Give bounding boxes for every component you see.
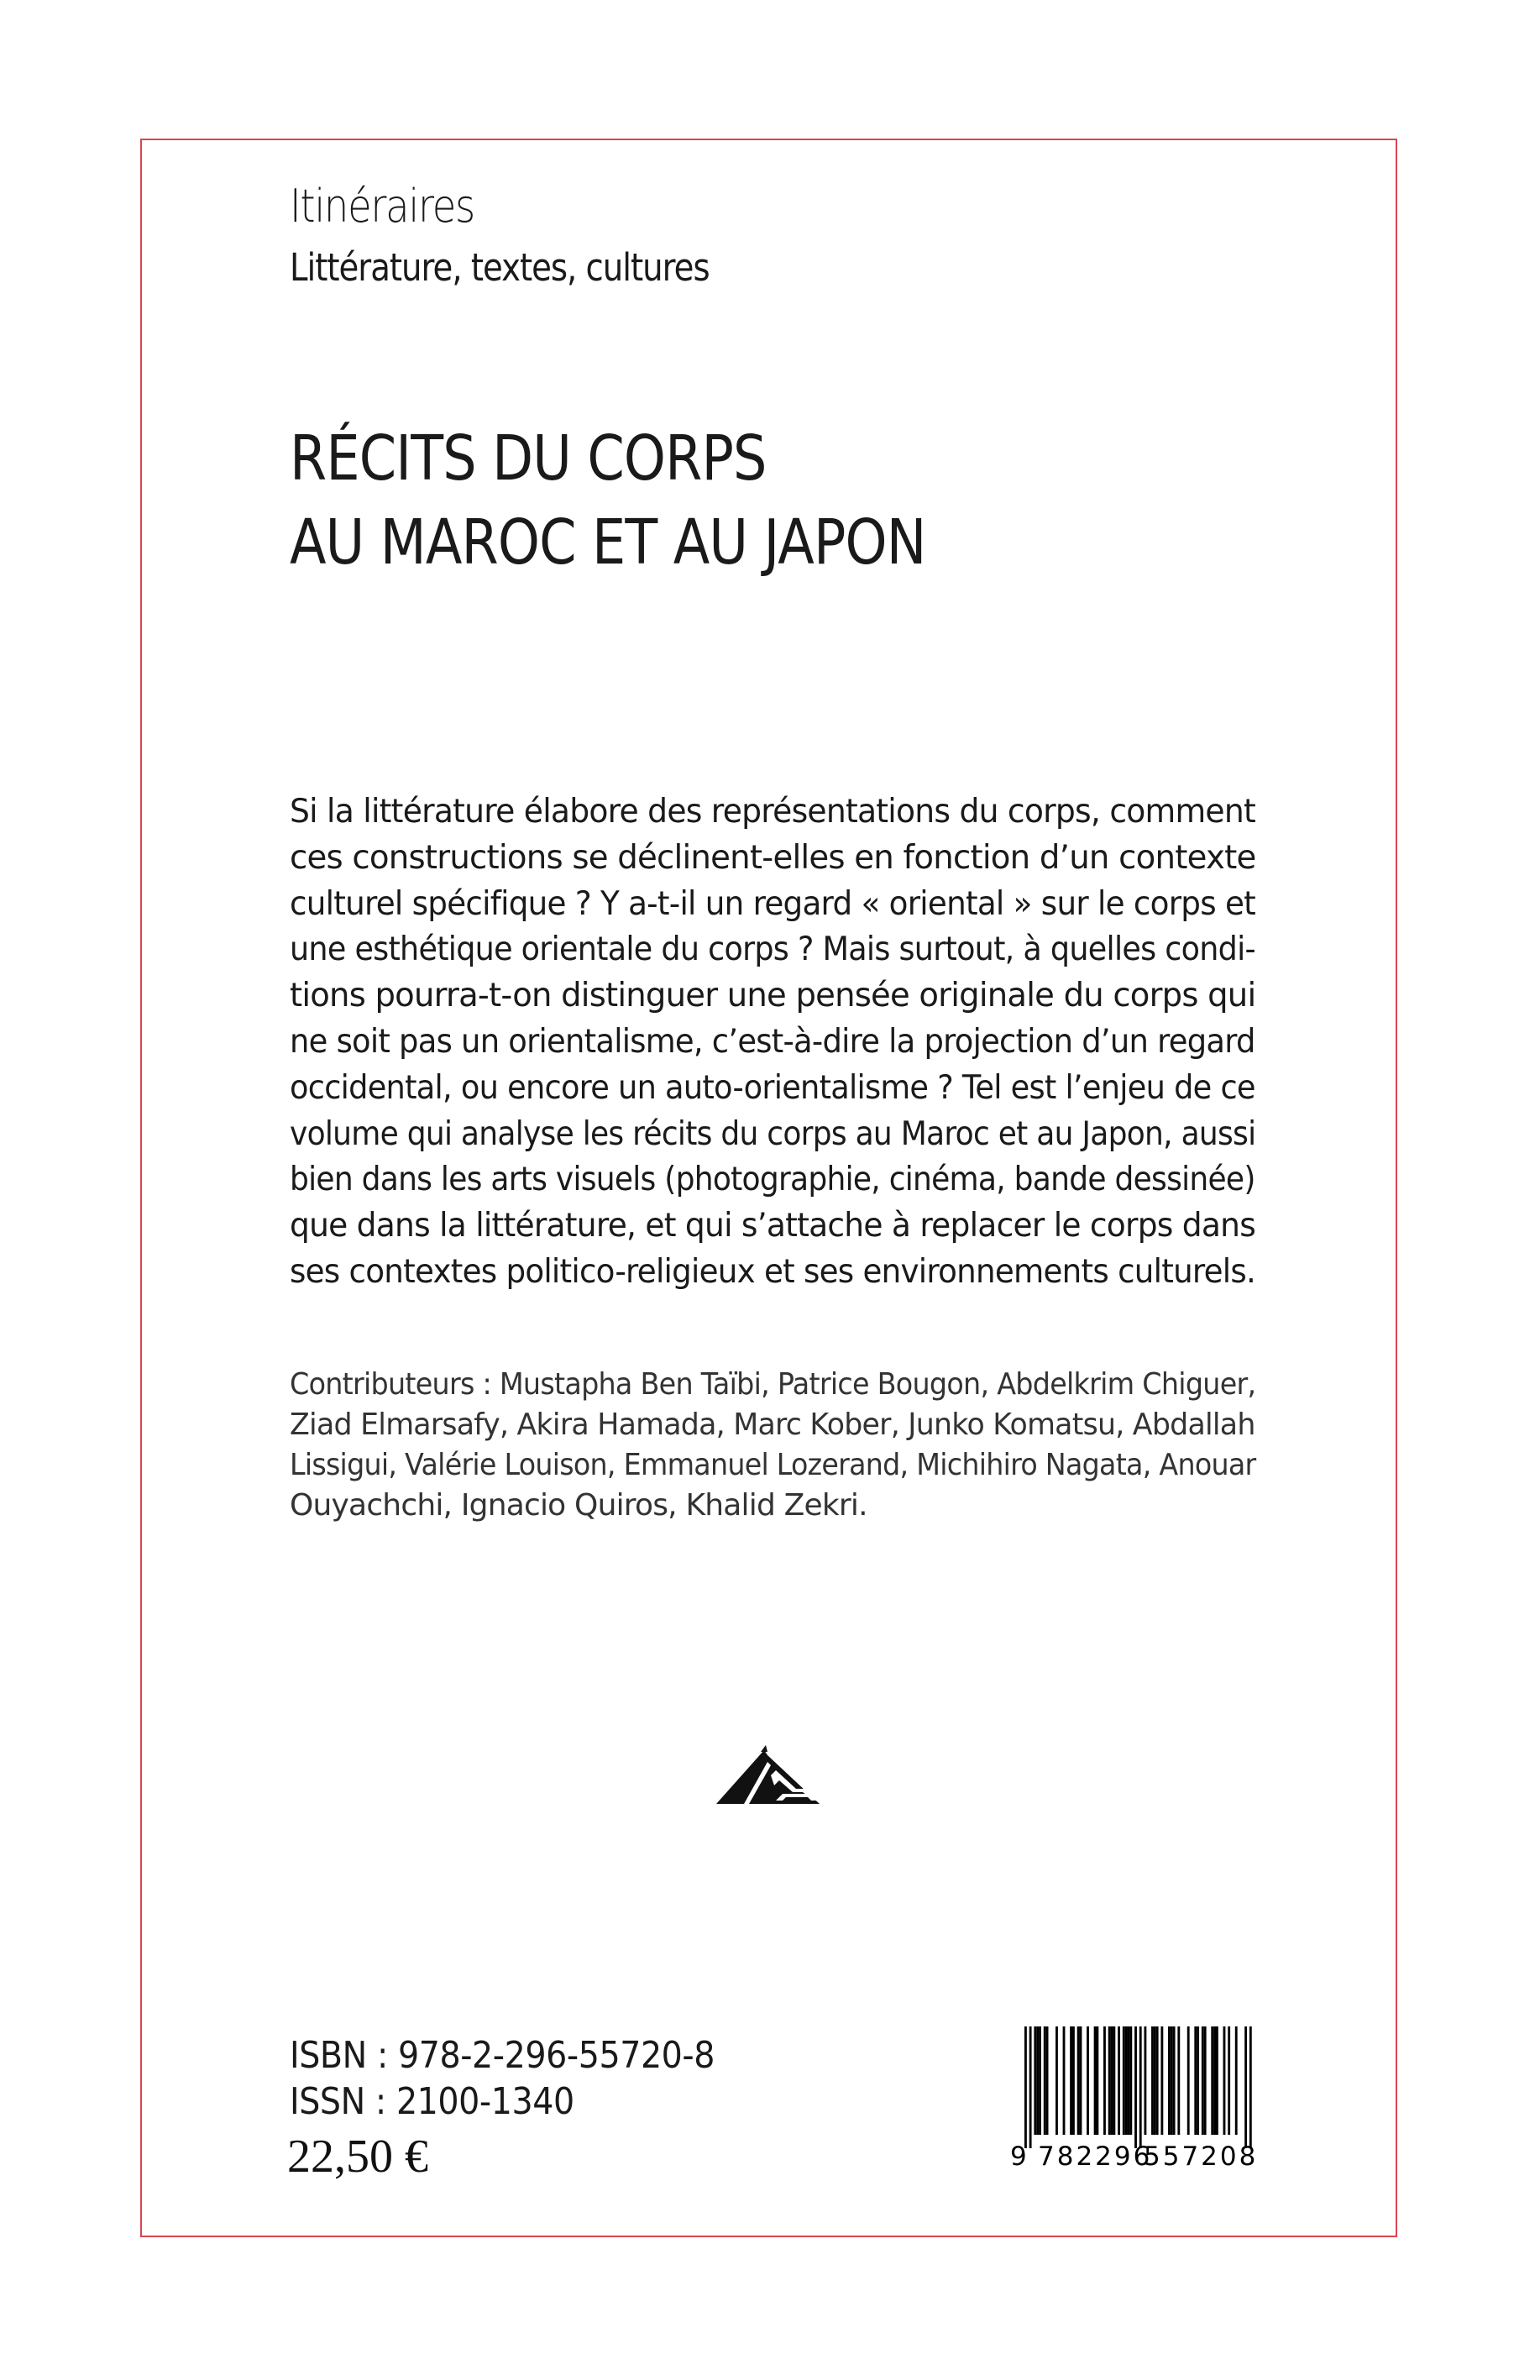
book-title-line-2: AU MAROC ET AU JAPON xyxy=(290,506,926,579)
price: 22,50 € xyxy=(287,2131,428,2183)
blurb-line: ne soit pas un orientalisme, c’est-à-dire la projection d’un regard xyxy=(290,1022,1255,1061)
contributors-line: Ouyachchi, Ignacio Quiros, Khalid Zekri. xyxy=(290,1488,867,1523)
barcode-first-digit: 9 xyxy=(1010,2141,1027,2172)
contributors-list xyxy=(290,1365,1255,1526)
publisher-logo-icon xyxy=(712,1745,821,1806)
blurb-line: ses contextes politico-religieux et ses environnements culturels. xyxy=(290,1252,1256,1291)
barcode-left-digits: 782296 xyxy=(1038,2141,1153,2172)
series-subtitle: Littérature, textes, cultures xyxy=(290,245,710,290)
series-name: Itinéraires xyxy=(290,180,474,233)
book-title-line-1: RÉCITS DU CORPS xyxy=(290,422,767,495)
back-cover-blurb xyxy=(290,789,1255,1296)
issn-number: ISSN : 2100-1340 xyxy=(290,2080,574,2123)
contributors-line: Lissigui, Valérie Louison, Emmanuel Lozerand, Michihiro Nagata, Anouar xyxy=(290,1448,1256,1482)
blurb-line: tions pourra-t-on distinguer une pensée originale du corps qui xyxy=(290,977,1256,1015)
blurb-line: une esthétique orientale du corps ? Mais surtout, à quelles condi- xyxy=(290,931,1255,969)
blurb-line: ces constructions se déclinent-elles en fonction d’un contexte xyxy=(290,838,1256,877)
contributors-line: Ziad Elmarsafy, Akira Hamada, Marc Kober, Junko Komatsu, Abdallah xyxy=(290,1408,1255,1442)
blurb-line: volume qui analyse les récits du corps au Maroc et au Japon, aussi xyxy=(290,1114,1256,1153)
blurb-line: bien dans les arts visuels (photographie, cinéma, bande dessinée) xyxy=(290,1161,1255,1199)
blurb-line: culturel spécifique ? Y a-t-il un regard « oriental » sur le corps et xyxy=(290,884,1256,923)
isbn-number: ISBN : 978-2-296-55720-8 xyxy=(290,2034,715,2077)
contributors-line: Contributeurs : Mustapha Ben Taïbi, Patrice Bougon, Abdelkrim Chiguer, xyxy=(290,1367,1256,1402)
blurb-line: que dans la littérature, et qui s’attache à replacer le corps dans xyxy=(290,1207,1256,1245)
blurb-line: occidental, ou encore un auto-orientalisme ? Tel est l’enjeu de ce xyxy=(290,1068,1255,1107)
barcode-right-digits: 557208 xyxy=(1144,2141,1259,2172)
blurb-line: Si la littérature élabore des représentations du corps, comment xyxy=(290,793,1255,831)
